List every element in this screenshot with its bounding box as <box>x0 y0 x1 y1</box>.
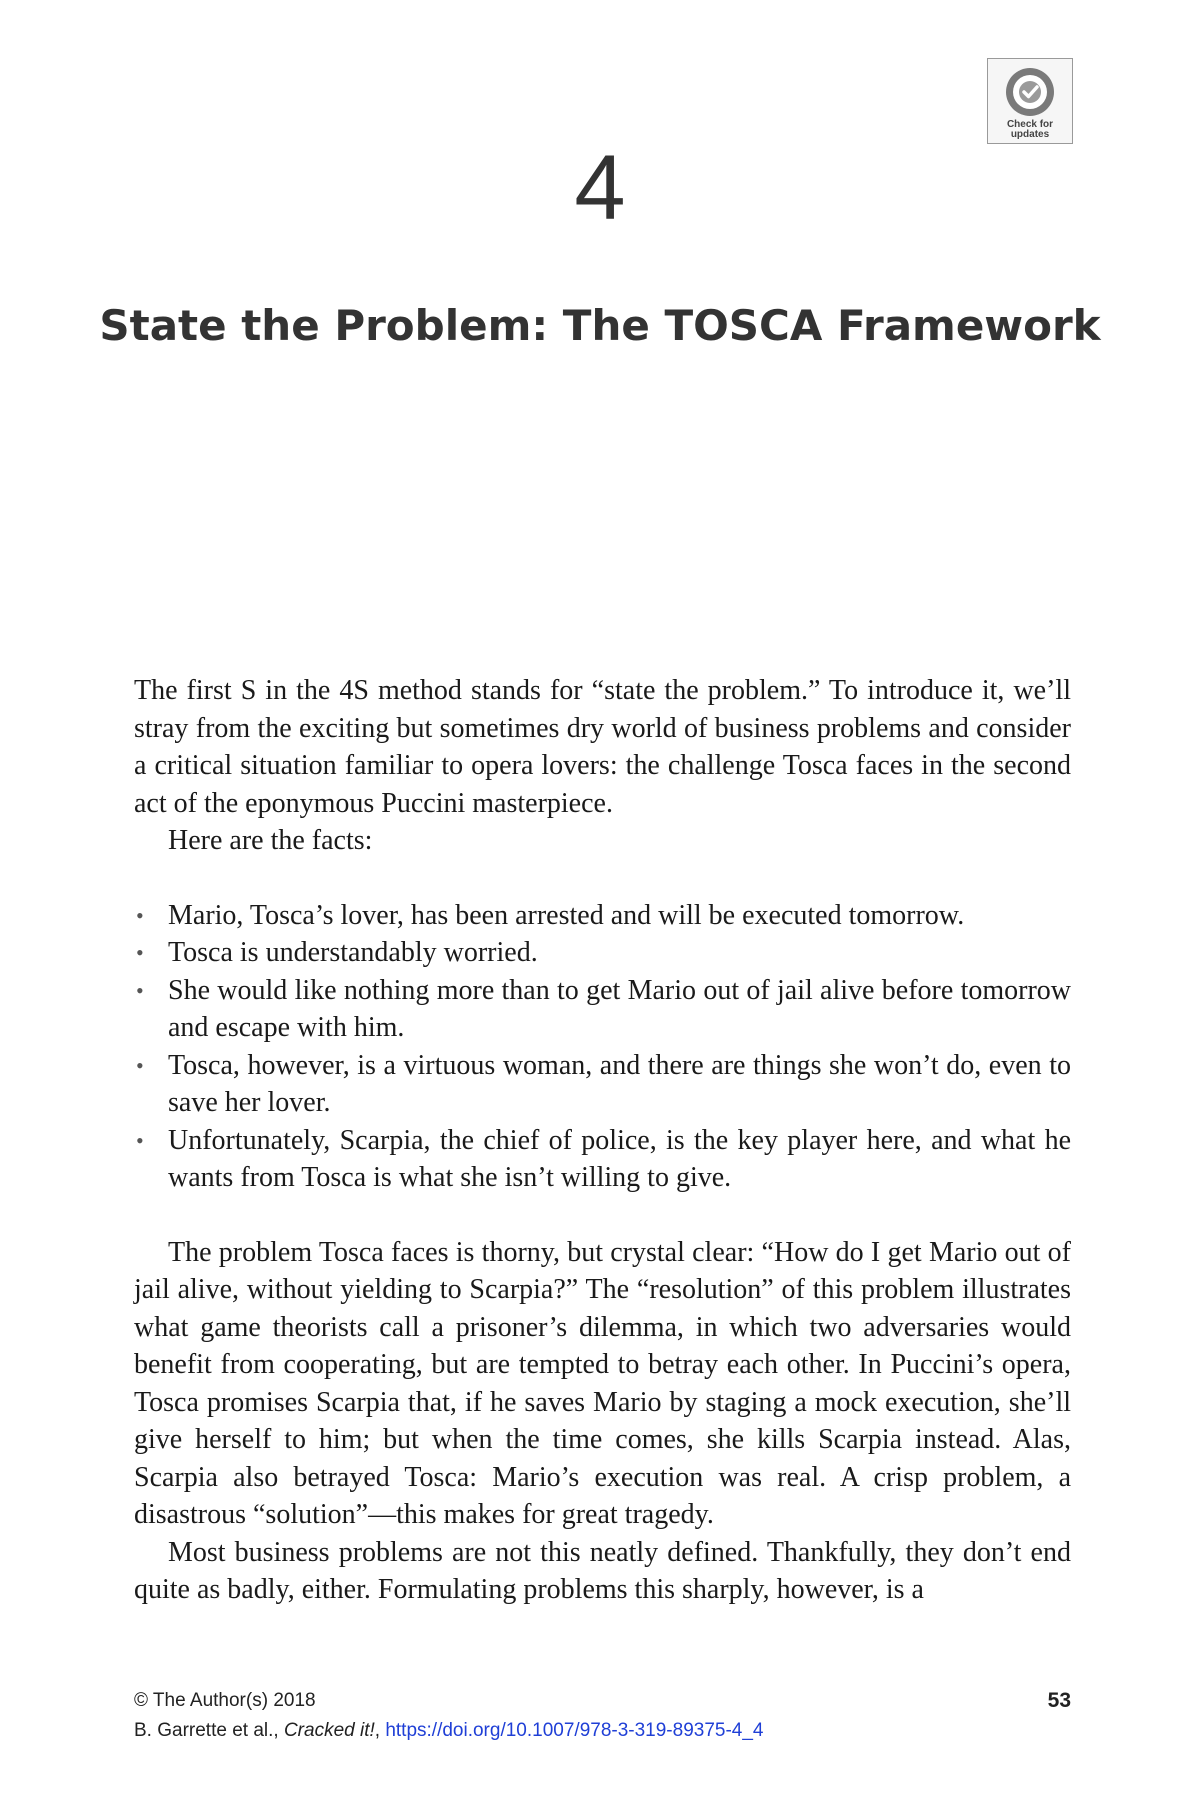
citation-book-title: Cracked it! <box>283 1720 375 1741</box>
list-item: • Tosca is understandably worried. <box>134 934 1071 972</box>
badge-label: Check for updates <box>1006 119 1054 140</box>
page-number: 53 <box>1047 1689 1071 1712</box>
citation-line <box>134 1716 1071 1746</box>
citation-authors: B. Garrette et al., <box>134 1720 279 1741</box>
copyright-notice: © The Author(s) 2018 <box>134 1690 316 1711</box>
facts-lead-paragraph: Here are the facts: <box>168 825 373 856</box>
chapter-number: 4 <box>574 137 626 239</box>
intro-paragraph: The first S in the 4S method stands for “state the problem.” To introduce it, we’ll stray from the exciting but sometimes dry world of business problems and consider a critical situation familiar to opera lovers: the challenge Tosca faces in the second act of the eponymous Puccini masterpiece. <box>134 675 1071 819</box>
list-item: • She would like nothing more than to get Mario out of jail alive before tomorrow and escape with him. <box>134 972 1071 1047</box>
page-footer <box>134 1686 1071 1746</box>
list-item: • Mario, Tosca’s lover, has been arrested and will be executed tomorrow. <box>134 897 1071 935</box>
problem-paragraph: The problem Tosca faces is thorny, but crystal clear: “How do I get Mario out of jail alive, without yielding to Scarpia?” The “resolution” of this problem illustrates what game theorists call a prisoner’s dilemma, in which two adversaries would benefit from cooperating, but are tempted to betray each other. In Puccini’s opera, Tosca promises Scarpia that, if he saves Mario by staging a mock execution, she’ll give herself to him; but when the time comes, she kills Scarpia instead. Alas, Scarpia also betrayed Tosca: Mario’s execution was real. A crisp problem, a disastrous “solution”—this makes for great tragedy. <box>134 1236 1071 1530</box>
chapter-body <box>134 672 1071 1609</box>
list-item: • Unfortunately, Scarpia, the chief of police, is the key player here, and what he wants from Tosca is what she isn’t willing to give. <box>134 1122 1071 1197</box>
business-paragraph: Most business problems are not this neatly defined. Thankfully, they don’t end quite as badly, either. Formulating problems this sharply, however, is a <box>134 1536 1071 1605</box>
check-for-updates-badge[interactable] <box>987 58 1073 144</box>
crossmark-icon <box>1004 66 1056 118</box>
doi-link[interactable]: https://doi.org/10.1007/978-3-319-89375-4_4 <box>385 1720 764 1741</box>
citation-separator: , <box>374 1720 381 1741</box>
list-item: • Tosca, however, is a virtuous woman, and there are things she won’t do, even to save her lover. <box>134 1047 1071 1122</box>
facts-list <box>134 897 1071 1197</box>
chapter-title: State the Problem: The TOSCA Framework <box>99 301 1101 350</box>
